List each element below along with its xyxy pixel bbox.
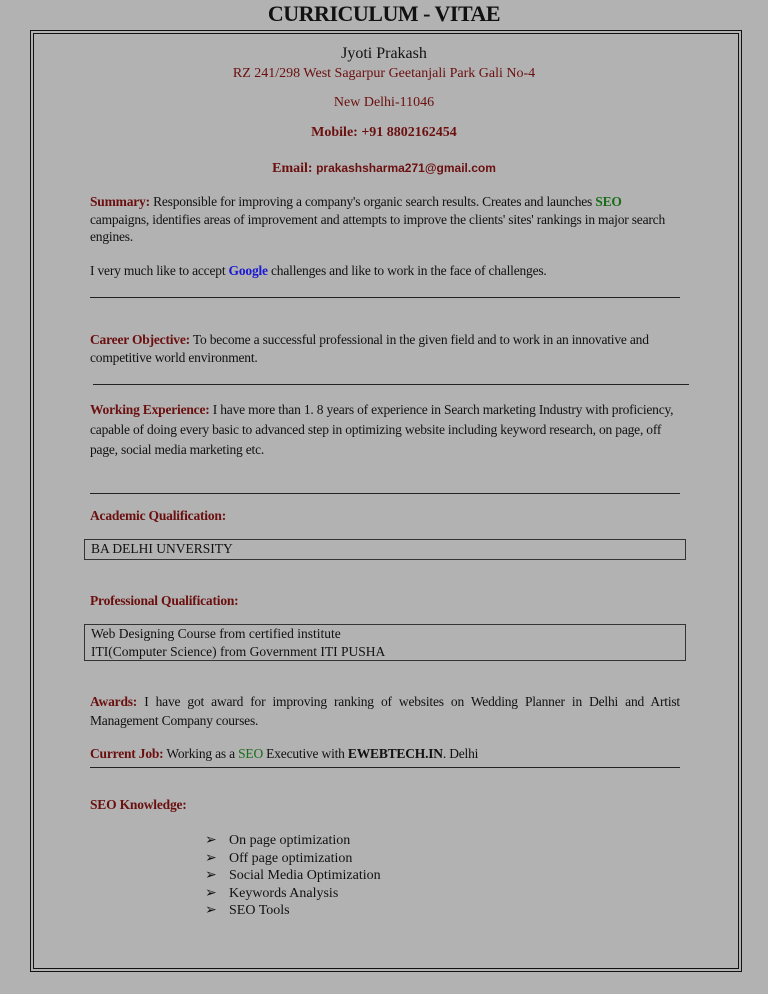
current-job-label: Current Job: bbox=[90, 746, 164, 761]
list-item bbox=[205, 902, 381, 920]
current-job-text: Working as a bbox=[163, 746, 239, 761]
list-item-label: SEO Tools bbox=[229, 903, 290, 918]
awards-section bbox=[90, 692, 680, 730]
current-job-text: Executive with bbox=[263, 746, 348, 761]
list-item bbox=[205, 885, 381, 903]
summary-text: Responsible for improving a company's organic search results. Creates and launches bbox=[149, 194, 596, 209]
list-item-label: Social Media Optimization bbox=[229, 868, 381, 883]
career-objective-section bbox=[90, 331, 660, 366]
arrow-bullet-icon: ➢ bbox=[205, 885, 217, 901]
summary-text: campaigns, identifies areas of improvement and attempts to improve the clients' sites' rankings in major search engines. bbox=[90, 211, 665, 244]
list-item-label: Off page optimization bbox=[229, 850, 353, 866]
summary-text: I very much like to accept bbox=[90, 263, 229, 278]
experience-text: I have more than 1. 8 years of experience in Search marketing Industry with proficiency, capable of doing every basic to advanced step in optimizing website including keyword research, on page, off page, social media marketing etc. bbox=[90, 402, 674, 457]
awards-label: Awards: bbox=[90, 694, 138, 709]
company-name: EWEBTECH.IN bbox=[347, 746, 443, 761]
email-link[interactable]: prakashsharma271@gmail.com bbox=[316, 161, 496, 175]
seo-highlight: SEO bbox=[595, 194, 622, 209]
current-job-text: . Delhi bbox=[442, 746, 479, 761]
divider bbox=[93, 384, 689, 385]
current-job-section bbox=[90, 745, 690, 763]
divider bbox=[90, 493, 680, 494]
seo-highlight: SEO bbox=[238, 746, 263, 761]
google-highlight: Google bbox=[228, 263, 268, 278]
email-label: Email: bbox=[272, 161, 313, 176]
candidate-name: Jyoti Prakash bbox=[341, 45, 427, 62]
summary-text: challenges and like to work in the face of challenges. bbox=[267, 263, 547, 278]
career-text: To become a successful professional in the given field and to work in an innovative and competitive world environment. bbox=[90, 332, 649, 365]
experience-label: Working Experience: bbox=[90, 402, 210, 417]
email-line bbox=[0, 161, 768, 177]
arrow-bullet-icon: ➢ bbox=[205, 850, 217, 866]
divider bbox=[90, 297, 680, 298]
summary-line-2 bbox=[90, 262, 690, 280]
list-item-label: Keywords Analysis bbox=[229, 885, 339, 901]
seo-knowledge-list bbox=[205, 832, 381, 920]
academic-item: BA DELHI UNVERSITY bbox=[91, 541, 233, 556]
address: RZ 241/298 West Sagarpur Geetanjali Park Gali No-4 bbox=[232, 66, 536, 81]
list-item bbox=[205, 850, 381, 868]
divider bbox=[90, 767, 680, 768]
document-title: CURRICULUM - VITAE bbox=[267, 1, 501, 26]
career-label: Career Objective: bbox=[90, 332, 190, 347]
arrow-bullet-icon: ➢ bbox=[205, 833, 217, 848]
experience-section bbox=[90, 400, 675, 460]
mobile: Mobile: +91 8802162454 bbox=[311, 125, 457, 140]
summary-section bbox=[90, 193, 675, 246]
awards-text: I have got award for improving ranking of websites on Wedding Planner in Delhi and Artist Management Company courses. bbox=[90, 694, 680, 728]
arrow-bullet-icon: ➢ bbox=[205, 903, 217, 918]
list-item-label: On page optimization bbox=[229, 833, 351, 848]
city: New Delhi-11046 bbox=[333, 95, 435, 110]
summary-label: Summary: bbox=[90, 194, 150, 209]
academic-box bbox=[84, 539, 686, 560]
professional-box bbox=[84, 624, 686, 661]
list-item bbox=[205, 832, 381, 850]
list-item bbox=[205, 867, 381, 885]
professional-item: ITI(Computer Science) from Government ITI PUSHA bbox=[91, 644, 386, 659]
academic-label: Academic Qualification: bbox=[90, 508, 227, 523]
arrow-bullet-icon: ➢ bbox=[205, 868, 217, 883]
professional-item: Web Designing Course from certified institute bbox=[91, 626, 341, 641]
professional-label: Professional Qualification: bbox=[90, 593, 239, 608]
seo-knowledge-label: SEO Knowledge: bbox=[90, 797, 187, 812]
